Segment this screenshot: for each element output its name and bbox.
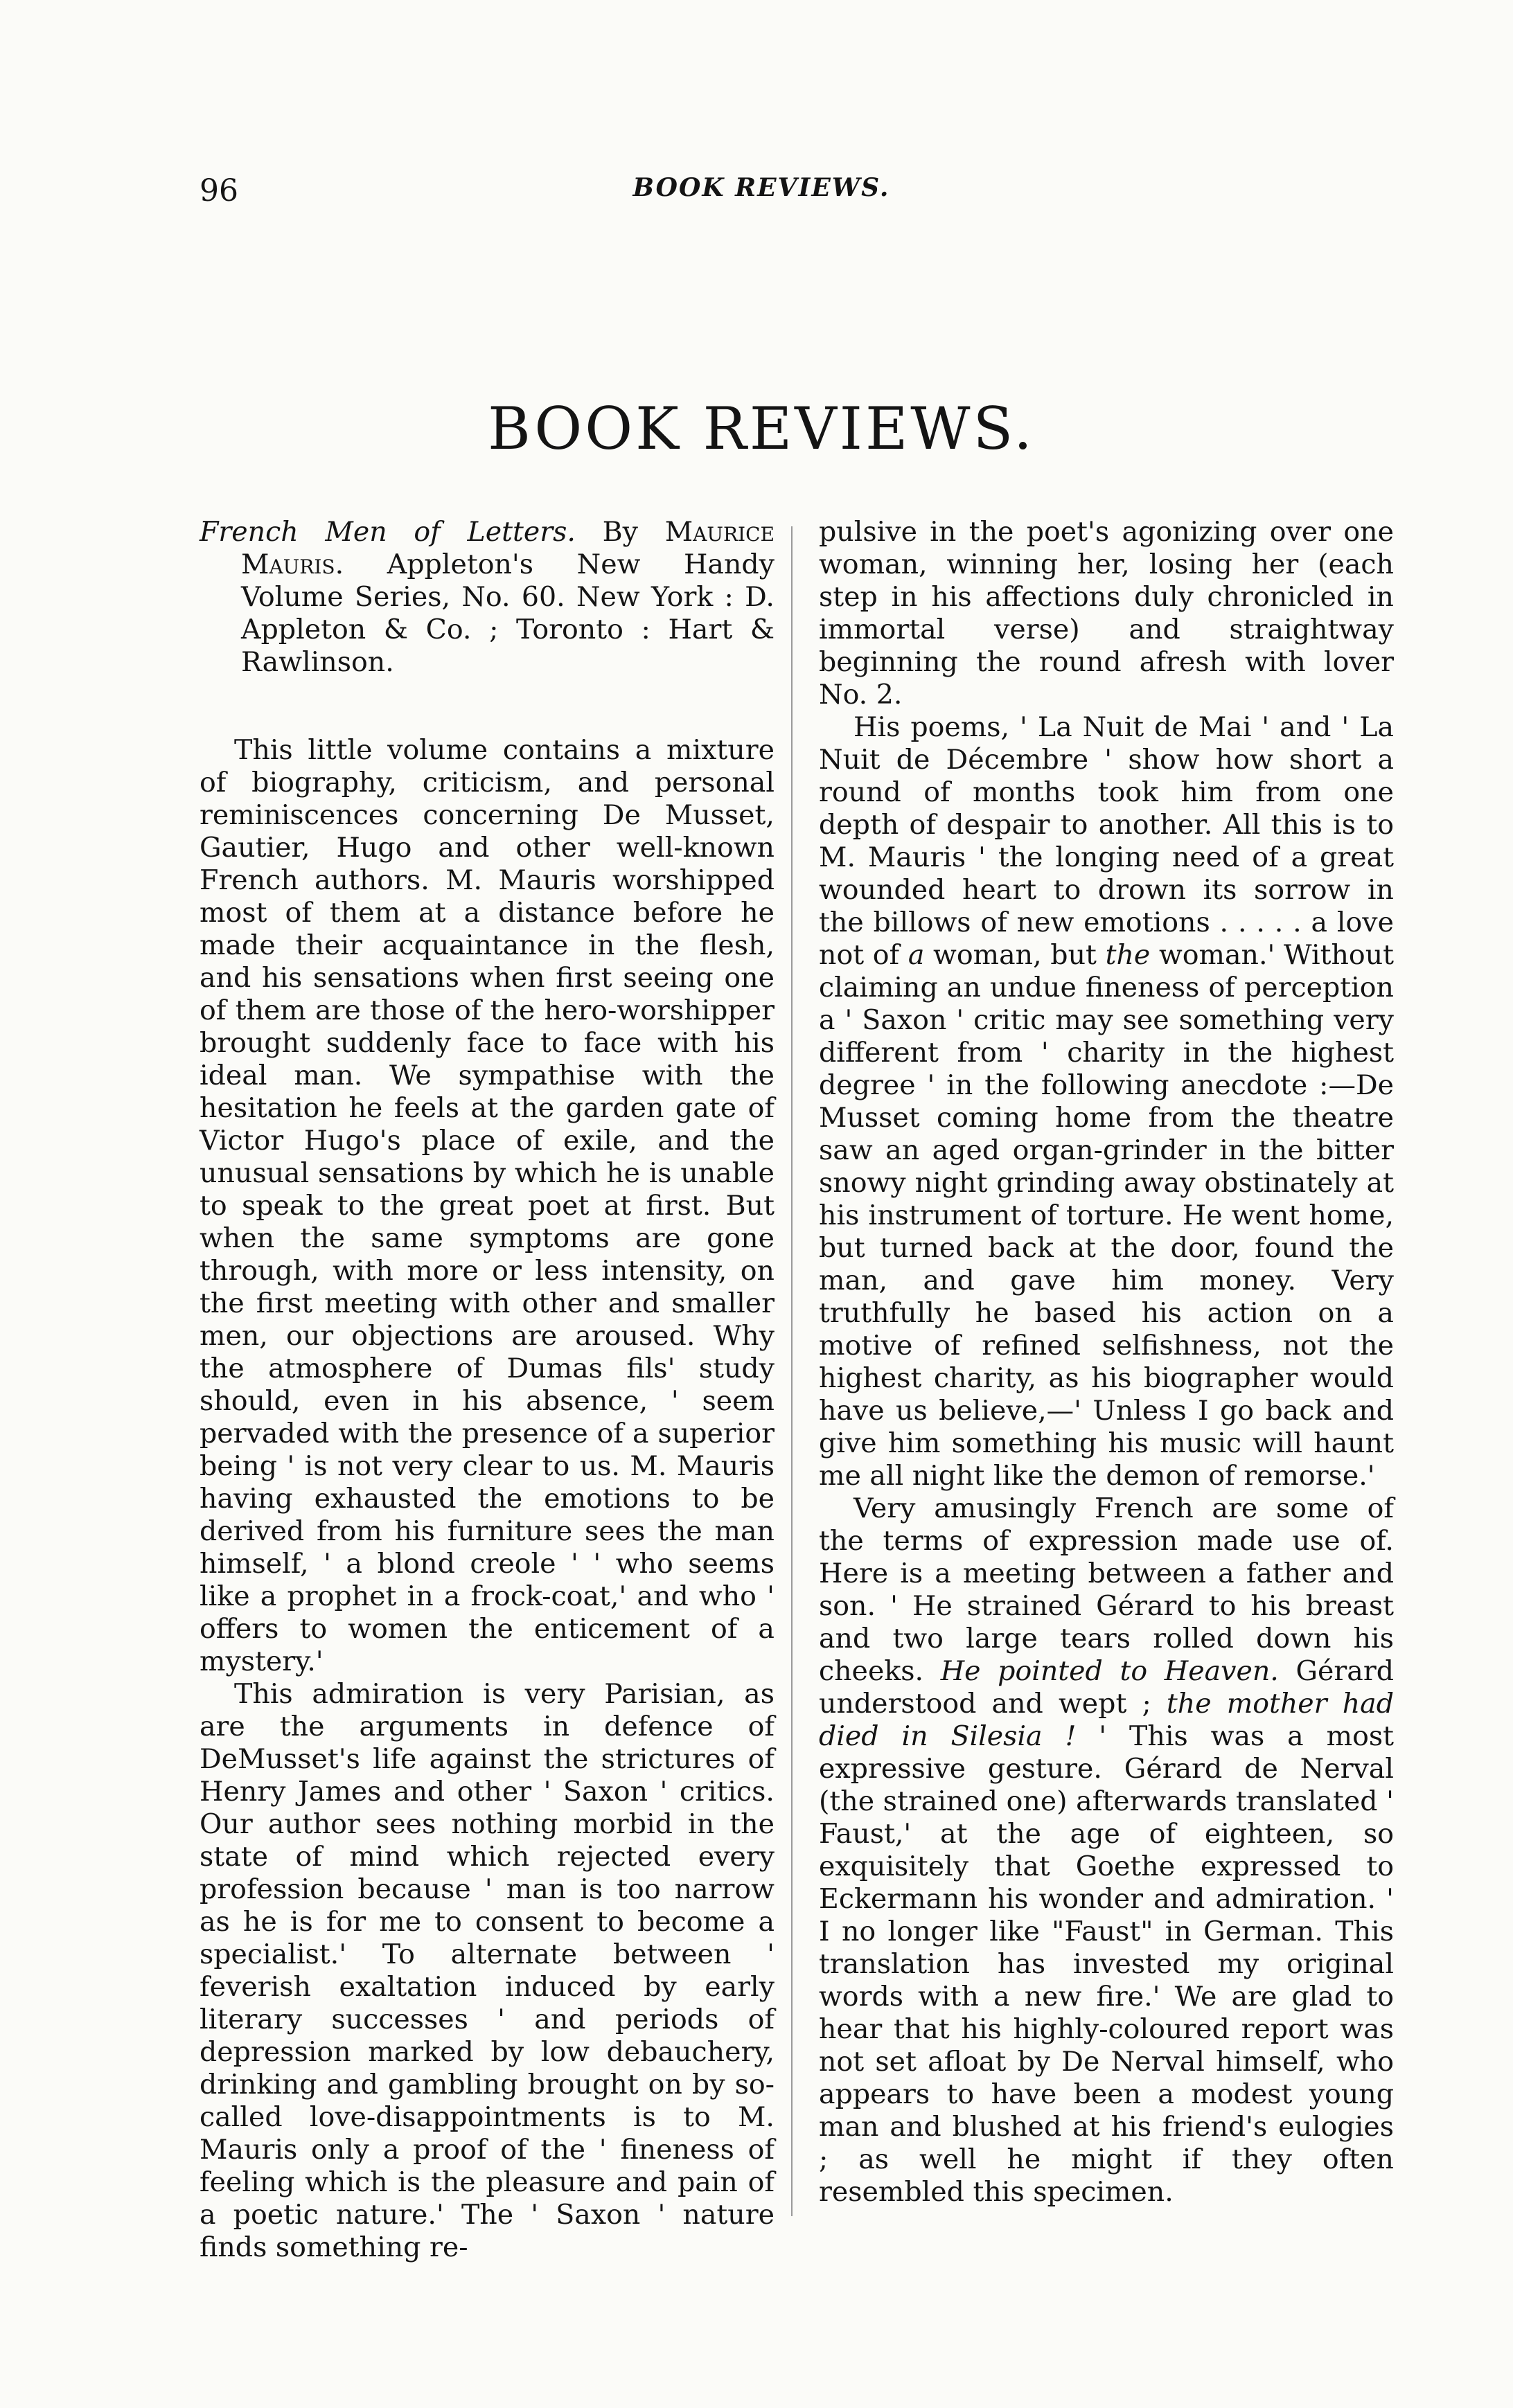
spacer (200, 679, 775, 734)
citation-by: By (575, 516, 665, 548)
paragraph-4-text-c: ' This was a most expressive gesture. Gérard de Nerval (the strained one) afterwards translated ' Faust,' at the age of eighteen, so exquisitely that Goethe expressed to Eckermann his wonder and admiration. ' I no longer like "Faust" in German. This translation has invested my original words with a new fire.' We are glad to hear that his highly-coloured report was not set afloat by De Nerval himself, who appears to have been a modest young man and blushed at his friend's eulogies ; as well he might if they often resembled this specimen. (819, 1720, 1394, 2208)
page-number: 96 (200, 173, 238, 208)
citation-book-title: French Men of Letters. (200, 516, 576, 548)
right-column (819, 516, 1394, 2209)
paragraph-3-em-1: a (908, 939, 925, 971)
page-title: BOOK REVIEWS. (488, 395, 1035, 463)
paragraph-4-em-2: the mother had died in Silesia ! (819, 1688, 1394, 1752)
paragraph-4-text-a: Very amusingly French are some of the terms of expression made use of. Here is a meeting between a father and son. ' He strained Gérard to his breast and two large tears rolled down his cheeks. (819, 1492, 1394, 1687)
review-paragraph-continued: pulsive in the poet's agonizing over one woman, winning her, losing her (each step in his affections duly chronicled in immortal verse) and straightway beginning the round afresh with lover No. 2. (819, 516, 1394, 711)
left-column (200, 516, 775, 2264)
review-paragraph-4 (819, 1492, 1394, 2209)
paragraph-3-text-a: His poems, ' La Nuit de Mai ' and ' La Nuit de Décembre ' show how short a round of months took him from one depth of despair to another. All this is to M. Mauris ' the longing need of a great wounded heart to drown its sorrow in the billows of new emotions . . . . . a love not of (819, 711, 1394, 971)
review-paragraph-2: This admiration is very Parisian, as are the arguments in defence of DeMusset's life against the strictures of Henry James and other ' Saxon ' critics. Our author sees nothing morbid in the state of mind which rejected every profession because ' man is too narrow as he is for me to consent to become a specialist.' To alternate between ' feverish exaltation induced by early literary successes ' and periods of depression marked by low debauchery, drinking and gambling brought on by so-called love-disappointments is to M. Mauris only a proof of the ' fineness of feeling which is the pleasure and pain of a poetic nature.' The ' Saxon ' nature finds something re- (200, 1678, 775, 2263)
review-paragraph-1: This little volume contains a mixture of biography, criticism, and personal reminiscences concerning De Musset, Gautier, Hugo and other well-known French authors. M. Mauris worshipped most of them at a distance before he made their acquaintance in the flesh, and his sensations when first seeing one of them are those of the hero-worshipper brought suddenly face to face with his ideal man. We sympathise with the hesitation he feels at the garden gate of Victor Hugo's place of exile, and the unusual sensations by which he is unable to speak to the great poet at first. But when the same symptoms are gone through, with more or less intensity, on the first meeting with other and smaller men, our objections are aroused. Why the atmosphere of Dumas fils' study should, even in his absence, ' seem pervaded with the presence of a superior being ' is not very clear to us. M. Mauris having exhausted the emotions to be derived from his furniture sees the man himself, ' a blond creole ' ' who seems like a prophet in a frock-coat,' and who ' offers to women the enticement of a mystery.' (200, 734, 775, 1677)
citation-details: Appleton's New Handy Volume Series, No. 60. New York : D. Appleton & Co. ; Toronto : Hart & Rawlinson. (241, 549, 775, 678)
review-paragraph-3 (819, 711, 1394, 1492)
running-head (200, 173, 1323, 215)
paragraph-3-text-b: woman, but (924, 939, 1106, 971)
citation-author: Maurice Mauris. (241, 516, 775, 580)
paragraph-3-text-c: woman.' Without claiming an undue fineness of perception a ' Saxon ' critic may see something very different from ' charity in the highest degree ' in the following anecdote :—De Musset coming home from the theatre saw an aged organ-grinder in the bitter snowy night grinding away obstinately at his instrument of torture. He went home, but turned back at the door, found the man, and gave him money. Very truthfully he based his action on a motive of refined selfishness, not the highest charity, as his biographer would have us believe,—' Unless I go back and give him something his music will haunt me all night like the demon of remorse.' (819, 939, 1395, 1492)
column-divider (791, 526, 793, 2216)
book-citation (200, 516, 775, 679)
running-title: BOOK REVIEWS. (632, 173, 890, 202)
paragraph-4-em-1: He pointed to Heaven. (940, 1655, 1279, 1687)
paragraph-3-em-2: the (1105, 939, 1151, 971)
paragraph-4-text-b: Gérard understood and wept ; (819, 1655, 1394, 1720)
